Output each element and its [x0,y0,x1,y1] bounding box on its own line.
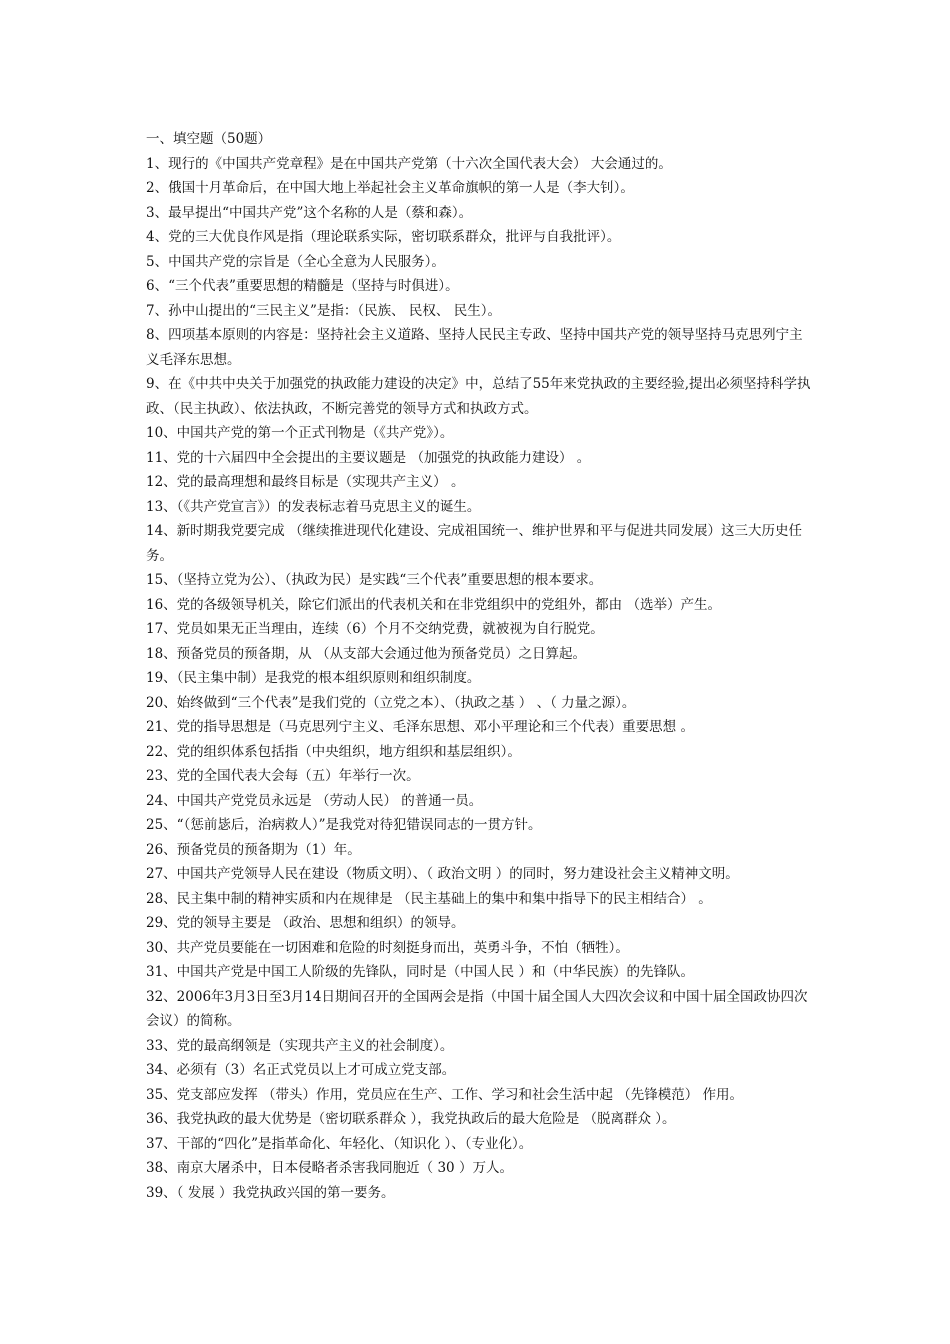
question-1: 1、现行的《中国共产党章程》是在中国共产党第（十六次全国代表大会） 大会通过的。 [146,155,672,172]
question-24: 24、中国共产党党员永远是 （劳动人民） 的普通一员。 [146,792,483,809]
question-8: 8、四项基本原则的内容是：坚持社会主义道路、坚持人民民主专政、坚持中国共产党的领导坚持马克思列宁主义毛泽东思想。 [146,327,803,368]
question-35: 35、党支部应发挥 （带头）作用，党员应在生产、工作、学习和社会生活中起 （先锋模范） 作用。 [146,1086,744,1103]
question-3: 3、最早提出“中国共产党”这个名称的人是（蔡和森）。 [146,204,473,221]
question-33: 33、党的最高纲领是（实现共产主义的社会制度）。 [146,1037,454,1054]
question-6: 6、“三个代表”重要思想的精髓是（坚持与时俱进）。 [146,278,459,294]
question-39: 39、（ 发展 ）我党执政兴国的第一要务。 [146,1184,395,1201]
question-14: 14、新时期我党要完成 （继续推进现代化建设、完成祖国统一、维护世界和平与促进共同发展）这三大历史任务。 [146,523,802,564]
question-12: 12、党的最高理想和最终目标是（实现共产主义） 。 [146,474,465,490]
question-23: 23、党的全国代表大会每（五）年举行一次。 [146,768,420,784]
question-5: 5、中国共产党的宗旨是（全心全意为人民服务）。 [146,253,445,270]
question-30: 30、共产党员要能在一切困难和危险的时刻挺身而出，英勇斗争，不怕（牺牲）。 [146,939,629,956]
question-11: 11、党的十六届四中全会提出的主要议题是 （加强党的执政能力建设） 。 [146,449,591,466]
question-20: 20、始终做到“三个代表”是我们党的（立党之本）、（执政之基 ） 、（ 力量之源）。 [146,694,636,711]
question-34: 34、必须有（3）名正式党员以上才可成立党支部。 [146,1062,456,1078]
question-32: 32、2006年3月3日至3月14日期间召开的全国两会是指（中国十届全国人大四次会议和中国十届全国政协四次会议）的简称。 [146,988,808,1029]
question-28: 28、民主集中制的精神实质和内在规律是 （民主基础上的集中和集中指导下的民主相结合） 。 [146,890,712,907]
question-15: 15、（坚持立党为公）、（执政为民）是实践“三个代表”重要思想的根本要求。 [146,572,603,588]
question-10: 10、中国共产党的第一个正式刊物是（《共产党》）。 [146,425,454,441]
document-body [146,127,814,1205]
question-4: 4、党的三大优良作风是指（理论联系实际，密切联系群众，批评与自我批评）。 [146,229,621,245]
section-heading: 一、填空题（50题） [146,131,272,147]
question-19: 19、（民主集中制）是我党的根本组织原则和组织制度。 [146,670,481,686]
question-26: 26、预备党员的预备期为（1）年。 [146,841,361,858]
question-17: 17、党员如果无正当理由，连续（6）个月不交纳党费，就被视为自行脱党。 [146,621,604,637]
question-21: 21、党的指导思想是（马克思列宁主义、毛泽东思想、邓小平理论和三个代表）重要思想 。 [146,719,694,735]
question-9: 9、在《中共中央关于加强党的执政能力建设的决定》中，总结了55年来党执政的主要经验,提出必须坚持科学执政、（民主执政）、依法执政，不断完善党的领导方式和执政方式。 [146,376,811,417]
question-7: 7、孙中山提出的“三民主义”是指：（民族、 民权、 民生）。 [146,302,501,319]
question-38: 38、南京大屠杀中，日本侵略者杀害我同胞近（ 30 ）万人。 [146,1160,513,1176]
question-16: 16、党的各级领导机关，除它们派出的代表机关和在非党组织中的党组外，都由 （选举）产生。 [146,596,721,613]
question-37: 37、干部的“四化”是指革命化、年轻化、（知识化 ）、（专业化）。 [146,1135,533,1152]
question-18: 18、预备党员的预备期，从 （从支部大会通过他为预备党员）之日算起。 [146,645,586,662]
question-13: 13、（《共产党宣言》）的发表标志着马克思主义的诞生。 [146,498,481,515]
question-27: 27、中国共产党领导人民在建设（物质文明）、（ 政治文明 ）的同时，努力建设社会主义精神文明。 [146,866,739,882]
question-36: 36、我党执政的最大优势是（密切联系群众 ），我党执政后的最大危险是 （脱离群众 ）。 [146,1111,676,1127]
question-22: 22、党的组织体系包括指（中央组织，地方组织和基层组织）。 [146,743,521,760]
question-29: 29、党的领导主要是 （政治、思想和组织）的领导。 [146,915,465,931]
question-2: 2、俄国十月革命后，在中国大地上举起社会主义革命旗帜的第一人是（李大钊）。 [146,180,634,196]
question-31: 31、中国共产党是中国工人阶级的先锋队，同时是（中国人民 ）和（中华民族）的先锋队。 [146,964,694,980]
question-25: 25、“（惩前毖后，治病救人）”是我党对待犯错误同志的一贯方针。 [146,817,542,833]
